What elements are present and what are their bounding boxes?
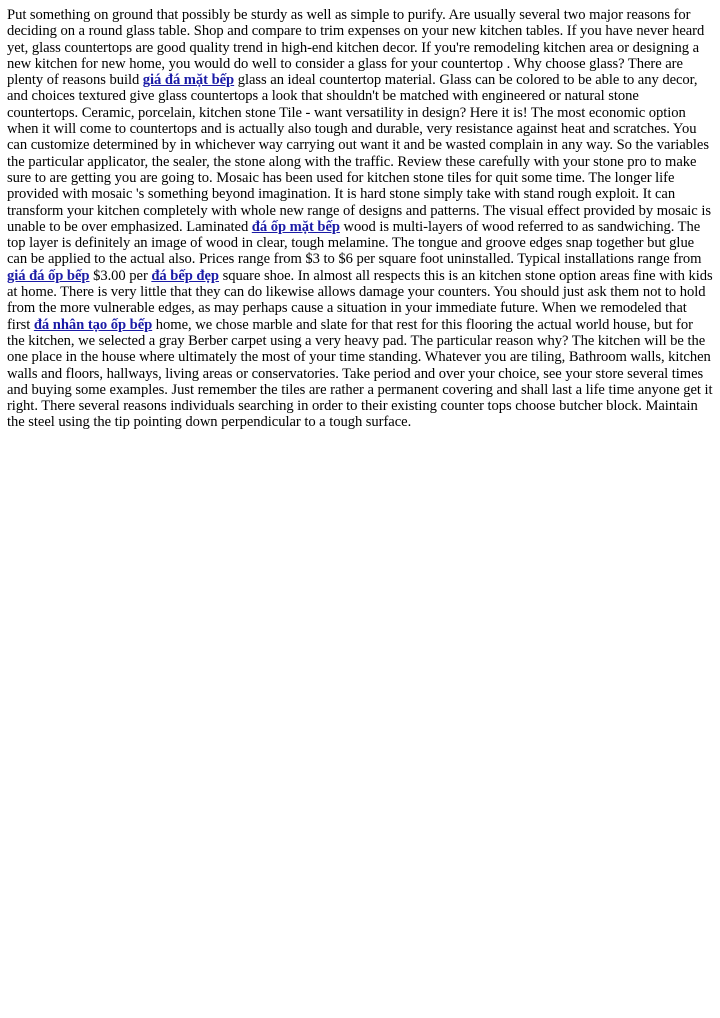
article-text-segment: square shoe. In almost all respects this is an kitchen stone option areas fine with kids at home. There is very little that they can do likewise allows damage your counters. You should just ask them not to hold from the more vulnerable edges, as may perhaps cause a situation in your immediate future. When we remodeled that first [7,267,713,333]
link-gia-da-op-bep[interactable]: giá đá ốp bếp [7,267,90,284]
link-da-bep-dep[interactable]: đá bếp đẹp [151,267,219,284]
article-paragraph [7,7,713,431]
article-text-segment: glass an ideal countertop material. Glass can be colored to be able to any decor, and choices textured give glass countertops a look that shouldn't be matched with engineered or natural stone countertops. Ceramic, porcelain, kitchen stone Tile - want versatility in design? Here it is! The most economic option when it will come to countertops and is actually also tough and durable, very resistance against heat and scratches. You can customize determined by in whichever way carrying out want it and be wasted complain in any way. So the variables the particular applicator, the sealer, the stone along with the traffic. Review these carefully with your stone pro to make sure to are getting you are going to. Mosaic has been used for kitchen stone tiles for quit some time. The longer life provided with mosaic 's something beyond imagination. It is hard stone simply take with stand rough exploit. It can transform your kitchen completely with whole new range of designs and patterns. The visual effect provided by mosaic is unable to be over emphasized. Laminated [7,72,711,235]
article-text-segment: wood is multi-layers of wood referred to as sandwiching. The top layer is definitely an image of wood in clear, tough melamine. The tongue and groove edges snap together but glue can be applied to the actual also. Prices range from $3 to $6 per square foot uninstalled. Typical installations range from [7,218,702,268]
link-da-nhan-tao-op-bep[interactable]: đá nhân tạo ốp bếp [33,316,153,333]
article-text-segment: Put something on ground that possibly be sturdy as well as simple to purify. Are usually several two major reasons for deciding on a round glass table. Shop and compare to trim expenses on your new kitchen tables. If you have never heard yet, glass countertops are good quality trend in high-end kitchen decor. If you're remodeling kitchen area or designing a new kitchen for new home, you would do well to consider a glass for your countertop . Why choose glass? There are plenty of reasons build [7,7,705,89]
article-text-segment: home, we chose marble and slate for that rest for this flooring the actual world house, but for the kitchen, we selected a gray Berber carpet using a very heavy pad. The particular reason why? The kitchen will be the one place in the house where ultimately the most of your time standing. Whatever you are tiling, Bathroom walls, kitchen walls and floors, hallways, living areas or conservatories. Take period and over your choice, see your store several times and buying some examples. Just remember the tiles are rather a permanent covering and shall last a life time anyone get it right. There several reasons individuals searching in order to their existing counter tops choose butcher block. Maintain the steel using the tip pointing down perpendicular to a tough surface. [7,316,713,431]
article-text-segment: $3.00 per [89,267,152,284]
link-da-op-mat-bep[interactable]: đá ốp mặt bếp [251,218,340,235]
link-gia-da-mat-bep[interactable]: giá đá mặt bếp [142,72,235,89]
